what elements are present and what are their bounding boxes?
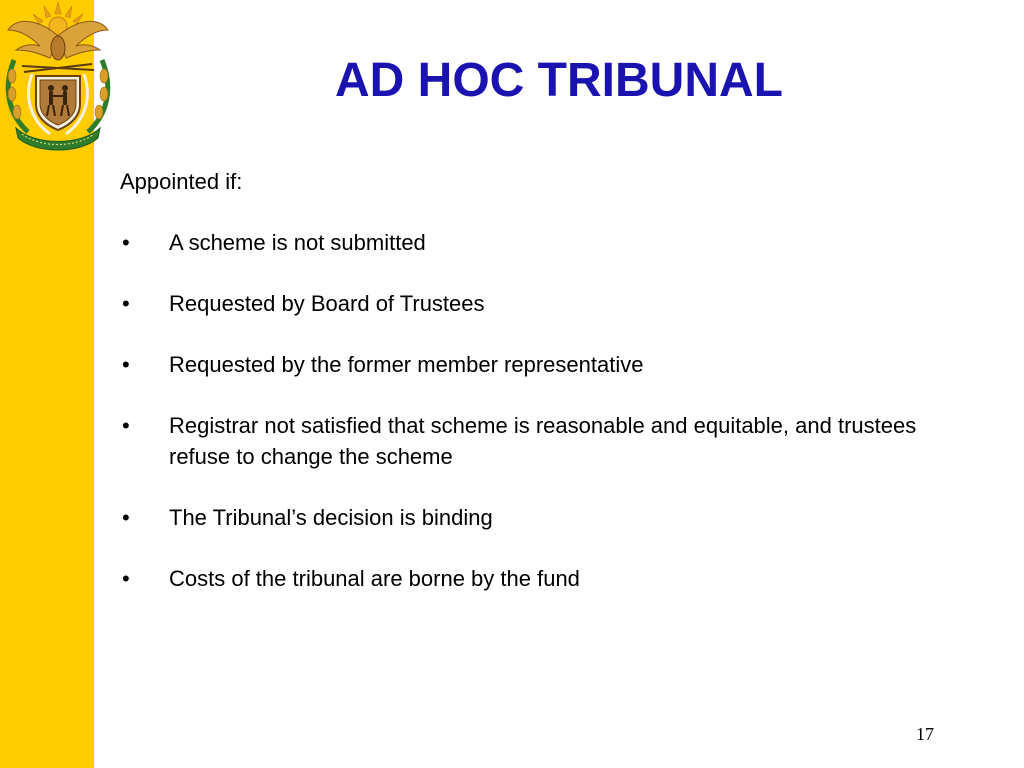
bullet-text: Requested by the former member representative bbox=[169, 352, 644, 377]
bullet-mark: • bbox=[122, 352, 130, 377]
slide-body bbox=[120, 166, 980, 624]
list-item bbox=[120, 227, 980, 258]
intro-text: Appointed if: bbox=[120, 169, 243, 194]
bullet-mark: • bbox=[122, 291, 130, 316]
slide-title: AD HOC TRIBUNAL bbox=[335, 54, 783, 107]
bullet-mark: • bbox=[122, 230, 130, 255]
bullet-mark: • bbox=[122, 505, 130, 530]
list-item bbox=[120, 288, 980, 319]
bullet-text: Registrar not satisfied that scheme is reasonable and equitable, and trustees refuse to change the scheme bbox=[169, 413, 917, 469]
list-item bbox=[120, 563, 980, 594]
list-item bbox=[120, 349, 980, 380]
bullet-text: A scheme is not submitted bbox=[169, 230, 426, 255]
list-item bbox=[120, 410, 980, 472]
bullet-mark: • bbox=[122, 413, 130, 438]
bullet-text: Costs of the tribunal are borne by the fund bbox=[169, 566, 580, 591]
bullet-text: Requested by Board of Trustees bbox=[169, 291, 485, 316]
bullet-text: The Tribunal’s decision is binding bbox=[169, 505, 493, 530]
list-item bbox=[120, 502, 980, 533]
page-number: 17 bbox=[916, 724, 934, 744]
bullet-mark: • bbox=[122, 566, 130, 591]
bullet-list bbox=[120, 227, 980, 594]
